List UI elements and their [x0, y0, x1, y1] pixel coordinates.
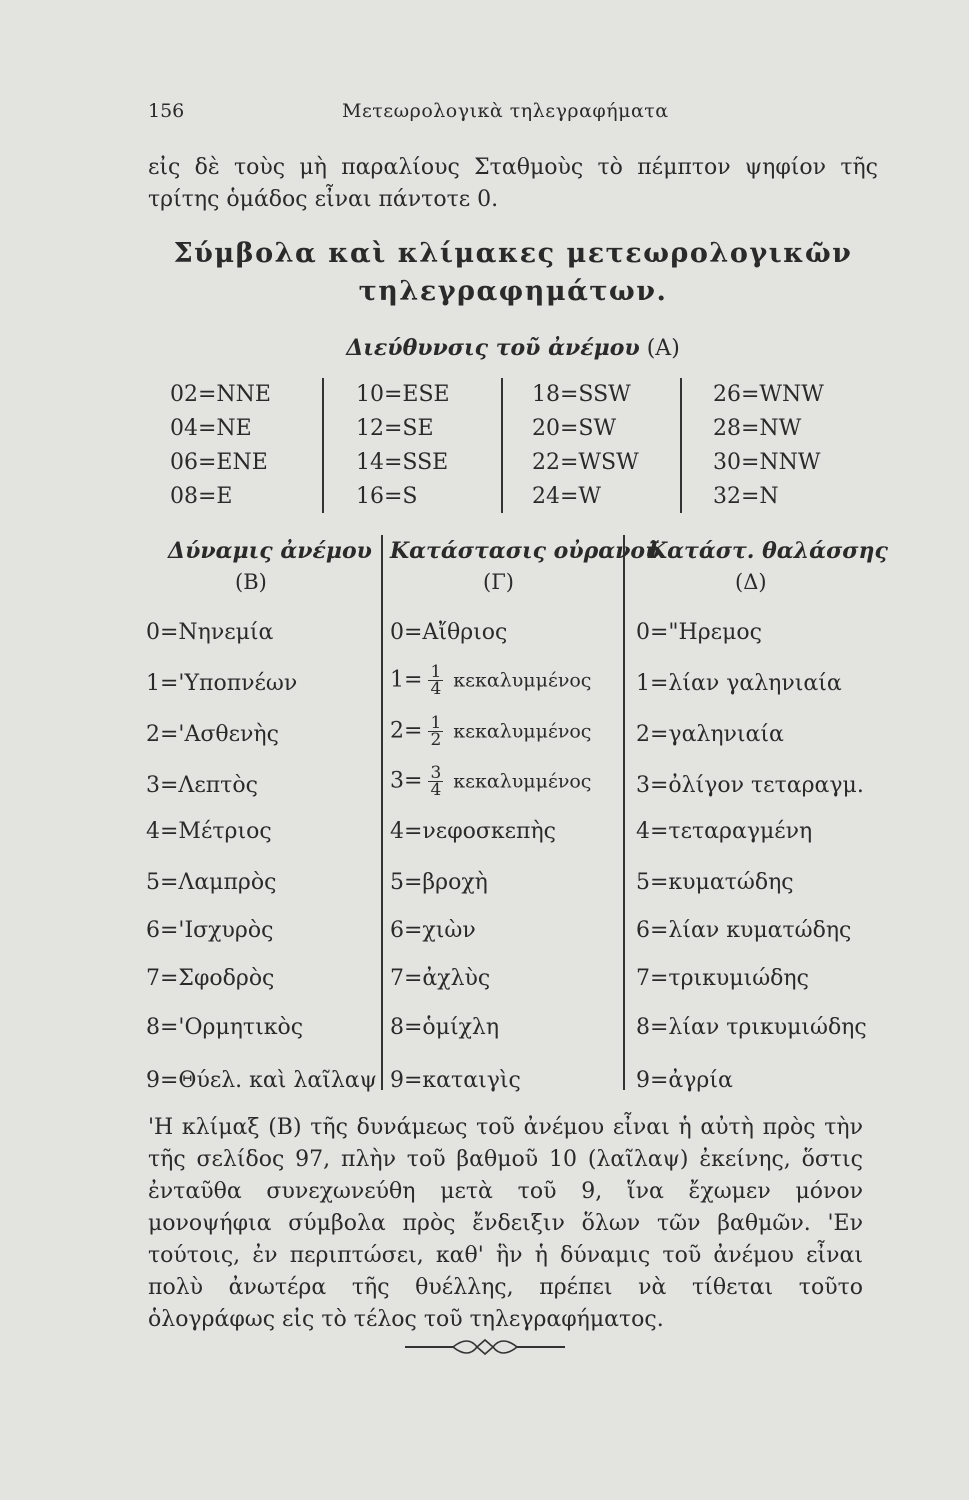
wind-direction-heading	[148, 335, 878, 361]
wind-force-item: 4=Μέτριος	[146, 819, 272, 844]
sky-state-item: 7=ἀχλὺς	[390, 966, 491, 991]
direction-cell: 16=S	[356, 484, 418, 509]
direction-cell: 28=NW	[713, 416, 802, 441]
wind-force-item: 5=Λαμπρὸς	[146, 870, 277, 895]
note-paragraph: 'Η κλίμαξ (Β) τῆς δυνάμεως τοῦ ἀνέμου εἶναι ἡ αὐτὴ πρὸς τὴν τῆς σελίδος 97, πλὴν τοῦ βαθμοῦ 10 (λαῖλαψ) ἐκείνης, ὅστις ἐνταῦθα συνεχωνεύθη μετὰ τοῦ 9, ἵνα ἔχωμεν μόνον μονοψήφια σύμβολα πρὸς ἔνδειξιν ὅλων τῶν βαθμῶν. 'Εν τούτοις, ἐν περιπτώσει, καθ' ἣν ἡ δύναμις τοῦ ἀνέμου εἶναι πολὺ ἀνωτέρα τῆς θυέλλης, πρέπει νὰ τίθεται τοῦτο ὁλογράφως εἰς τὸ τέλος τοῦ τηλεγραφήματος.	[148, 1115, 863, 1332]
page-number: 156	[148, 100, 185, 122]
wind-force-item: 8='Ορμητικὸς	[146, 1015, 304, 1040]
intro-paragraph: εἰς δὲ τοὺς μὴ παραλίους Σταθμοὺς τὸ πέμπτον ψηφίον τῆς τρίτης ὁμάδος εἶναι πάντοτε 0.	[148, 155, 878, 212]
direction-cell: 08=E	[170, 484, 233, 509]
sky-state-item	[390, 664, 591, 697]
sky-state-item: 6=χιὼν	[390, 918, 476, 943]
fraction-text: κεκαλυμμένος	[453, 770, 592, 793]
column-divider	[322, 378, 324, 513]
direction-cell: 10=ESE	[356, 382, 450, 407]
sea-state-item: 7=τρικυμιώδης	[636, 966, 809, 991]
wind-force-item: 1='Υποπνέων	[146, 671, 298, 696]
fraction-numerator: 1	[430, 713, 442, 733]
fraction-denominator: 4	[430, 780, 442, 800]
sea-state-heading: Κατάστ. θαλάσσης	[648, 538, 888, 564]
direction-cell: 02=NNE	[170, 382, 271, 407]
column-divider	[623, 535, 625, 1090]
sea-state-item: 9=ἀγρία	[636, 1068, 733, 1093]
sea-state-item: 1=λίαν γαληνιαία	[636, 671, 842, 696]
sea-state-item: 4=τεταραγμένη	[636, 819, 813, 844]
wind-force-item: 6='Ισχυρὸς	[146, 918, 274, 943]
section-title-line2: τηλεγραφημάτων.	[358, 276, 668, 307]
wind-force-heading: Δύναμις ἀνέμου	[168, 538, 372, 564]
sky-state-item	[390, 765, 591, 798]
fraction-numerator: 3	[430, 763, 442, 783]
direction-cell: 18=SSW	[532, 382, 631, 407]
fraction-denominator: 4	[430, 679, 442, 699]
sea-state-item: 8=λίαν τρικυμιώδης	[636, 1015, 867, 1040]
fraction-denominator: 2	[430, 730, 442, 750]
wind-direction-title: Διεύθυνσις τοῦ ἀνέμου	[346, 335, 640, 361]
fraction-prefix: 1=	[390, 667, 423, 693]
fraction	[428, 664, 443, 697]
direction-cell: 14=SSE	[356, 450, 449, 475]
fraction	[428, 715, 443, 748]
sky-state-item: 9=καταιγὶς	[390, 1068, 521, 1093]
sky-state-label: (Γ)	[483, 570, 514, 594]
sea-state-label: (Δ)	[735, 570, 767, 594]
wind-force-item: 0=Νηνεμία	[146, 620, 274, 645]
sky-state-item	[390, 715, 591, 748]
fraction-text: κεκαλυμμένος	[453, 720, 592, 743]
fraction-prefix: 3=	[390, 768, 423, 794]
sky-state-item: 4=νεφοσκεπὴς	[390, 819, 556, 844]
direction-cell: 32=N	[713, 484, 779, 509]
fraction	[428, 765, 443, 798]
fraction-text: κεκαλυμμένος	[453, 669, 592, 692]
column-divider	[381, 535, 383, 1090]
wind-force-item: 9=Θύελ. καὶ λαῖλαψ	[146, 1068, 377, 1093]
sky-state-item: 5=βροχὴ	[390, 870, 488, 895]
column-divider	[501, 378, 503, 513]
sea-state-item: 6=λίαν κυματώδης	[636, 918, 852, 943]
wind-force-item: 3=Λεπτὸς	[146, 773, 258, 798]
direction-cell: 20=SW	[532, 416, 617, 441]
end-ornament-icon	[405, 1335, 565, 1359]
fraction-numerator: 1	[430, 662, 442, 682]
section-title-line1: Σύμβολα καὶ κλίμακες μετεωρολογικῶν	[173, 238, 853, 269]
wind-force-label: (Β)	[235, 570, 267, 594]
direction-cell: 06=ENE	[170, 450, 268, 475]
wind-direction-label: (Α)	[646, 336, 680, 361]
direction-cell: 22=WSW	[532, 450, 639, 475]
sky-state-heading: Κατάστασις οὐρανοῦ	[390, 538, 661, 564]
running-title: Μετεωρολογικὰ τηλεγραφήματα	[342, 100, 669, 122]
column-divider	[680, 378, 682, 513]
sea-state-item: 5=κυματώδης	[636, 870, 794, 895]
direction-cell: 12=SE	[356, 416, 434, 441]
sea-state-item: 3=ὀλίγον τεταραγμ.	[636, 773, 864, 798]
direction-cell: 24=W	[532, 484, 602, 509]
fraction-prefix: 2=	[390, 718, 423, 744]
wind-force-item: 2='Ασθενὴς	[146, 722, 279, 747]
sky-state-item: 8=ὁμίχλη	[390, 1015, 500, 1040]
direction-cell: 26=WNW	[713, 382, 824, 407]
wind-force-item: 7=Σφοδρὸς	[146, 966, 275, 991]
sea-state-item: 2=γαληνιαία	[636, 722, 784, 747]
sea-state-item: 0="Ηρεμος	[636, 620, 762, 645]
sky-state-item: 0=Αἴθριος	[390, 620, 508, 645]
direction-cell: 04=NE	[170, 416, 252, 441]
direction-cell: 30=NNW	[713, 450, 821, 475]
